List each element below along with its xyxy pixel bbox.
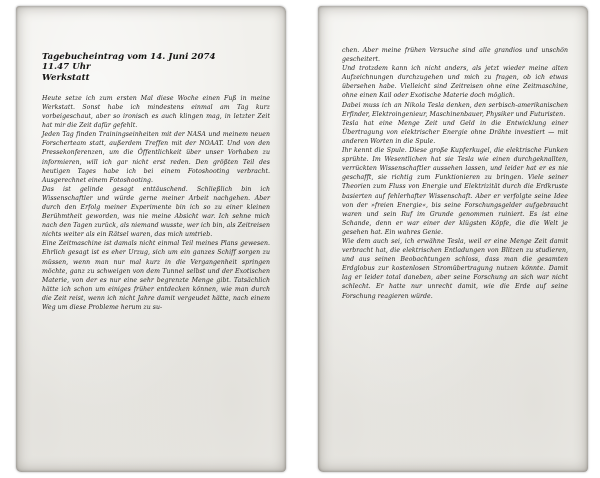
entry-location: Werkstatt: [42, 72, 90, 83]
right-paragraph-6: Wie dem auch sei, ich erwähne Tesla, weil er eine Menge Zeit damit verbracht hat, die elektrischen Entladungen von Blitzen zu studieren, und aus seinen Beobachtungen schloss, dass man die gesamten Erdglobus zur kostenlosen Stromübertragung nutzen könnte. Damit lag er leider total daneben, aber seine Forschung an sich war nicht schlecht. Er hatte nur unrecht damit, wie die Erde auf seine Forschung reagieren würde.: [342, 237, 568, 300]
right-page-text: [342, 46, 568, 301]
right-paragraph-5: Ihr kennt die Spule. Diese große Kupferkugel, die elektrische Funken sprühte. Im Wesentlichen hat sie Tesla wie einen durchgeknallten, verrückten Wissenschaftler aussehen lassen, und leider hat er es nie geschafft, sie richtig zum Funktionieren zu bringen. Viele seiner Theorien zum Fluss von Energie und Elektrizität durch die Erdkruste basierten auf fehlerhafter Wissenschaft. Aber er verfolgte seine Idee von der »freien Energie«, bis seine Forschungsgelder aufgebraucht waren und sein Ruf im Grunde genommen ruiniert. Es ist eine Schande, denn er war einer der klügsten Köpfe, die die Welt je gesehen hat. Ein wahres Genie.: [342, 147, 568, 236]
right-paragraph-3: Dabei muss ich an Nikola Tesla denken, den serbisch-amerikanischen Erfinder, Elektroingenieur, Maschinenbauer, Physiker und Futuristen.: [342, 101, 568, 118]
entry-time: 11.47 Uhr: [42, 62, 91, 73]
left-paragraph-2: Jeden Tag finden Trainingseinheiten mit der NASA und meinem neuen Forscherteam statt, außerdem Treffen mit der NOAAT. Und von den Pressekonferenzen, um die Öffentlichkeit über unser Vorhaben zu informieren, will ich gar nicht erst reden. Den größten Teil des heutigen Tages habe ich bei einem Fotoshooting verbracht. Ausgerechnet einem Fotoshooting.: [42, 131, 270, 184]
entry-title: Tagebucheintrag vom 14. Juni 2074: [42, 52, 216, 62]
right-paragraph-1: chen. Aber meine frühen Versuche sind alle grandios und unschön gescheitert.: [342, 47, 568, 64]
diary-page-right: [318, 6, 588, 472]
right-paragraph-4: Tesla hat eine Menge Zeit und Geld in die Entwicklung einer Übertragung von elektrischer Energie ohne Drähte investiert — mit anderen Worten in die Spule.: [342, 119, 568, 145]
entry-header: [42, 52, 270, 83]
left-paragraph-4: Eine Zeitmaschine ist damals nicht einmal Teil meines Plans gewesen. Ehrlich gesagt ist es eher Urzug, sich um ein ganzes Schiff sorgen zu müssen, wenn man nur mal kurz in die Vergangenheit springen möchte, ganz zu schweigen von dem Tunnel selbst und der Exotischen Materie, von der es nur eine sehr begrenzte Menge gibt. Tatsächlich hätte ich schon um einiges früher entdecken können, wie man durch die Zeit reist, wenn ich nicht Jahre damit vergeudet hätte, nach einem Weg um diese Probleme herum zu su-: [42, 240, 270, 312]
right-paragraph-2: Und trotzdem kann ich nicht anders, als jetzt wieder meine alten Aufzeichnungen durchzugehen und mich zu fragen, ob ich etwas übersehen habe. Vielleicht sind Zeitreisen ohne eine Zeitmaschine, ohne einen Kail oder Exotische Materie doch möglich.: [342, 65, 568, 100]
left-paragraph-3: Das ist gelinde gesagt enttäuschend. Schließlich bin ich Wissenschaftler und würde gerne meiner Arbeit nachgehen. Aber durch den Erfolg meiner Experimente bin ich so zu einer kleinen Berühmtheit geworden, was nie meine Absicht war. Ich sehne mich nach den Tagen zurück, als niemand wusste, wer ich bin, als Zeitreisen nichts weiter als ein Rätsel waren, das mich umtrieb.: [42, 185, 270, 239]
left-page-text: [42, 52, 270, 312]
left-paragraph-1: Heute setze ich zum ersten Mal diese Woche einen Fuß in meine Werkstatt. Sonst habe ich mindestens einmal am Tag kurz vorbeigeschaut, aber so ironisch es auch klingen mag, in letzter Zeit hat mir die Zeit dafür gefehlt.: [42, 94, 270, 130]
diary-page-left: [16, 6, 286, 472]
